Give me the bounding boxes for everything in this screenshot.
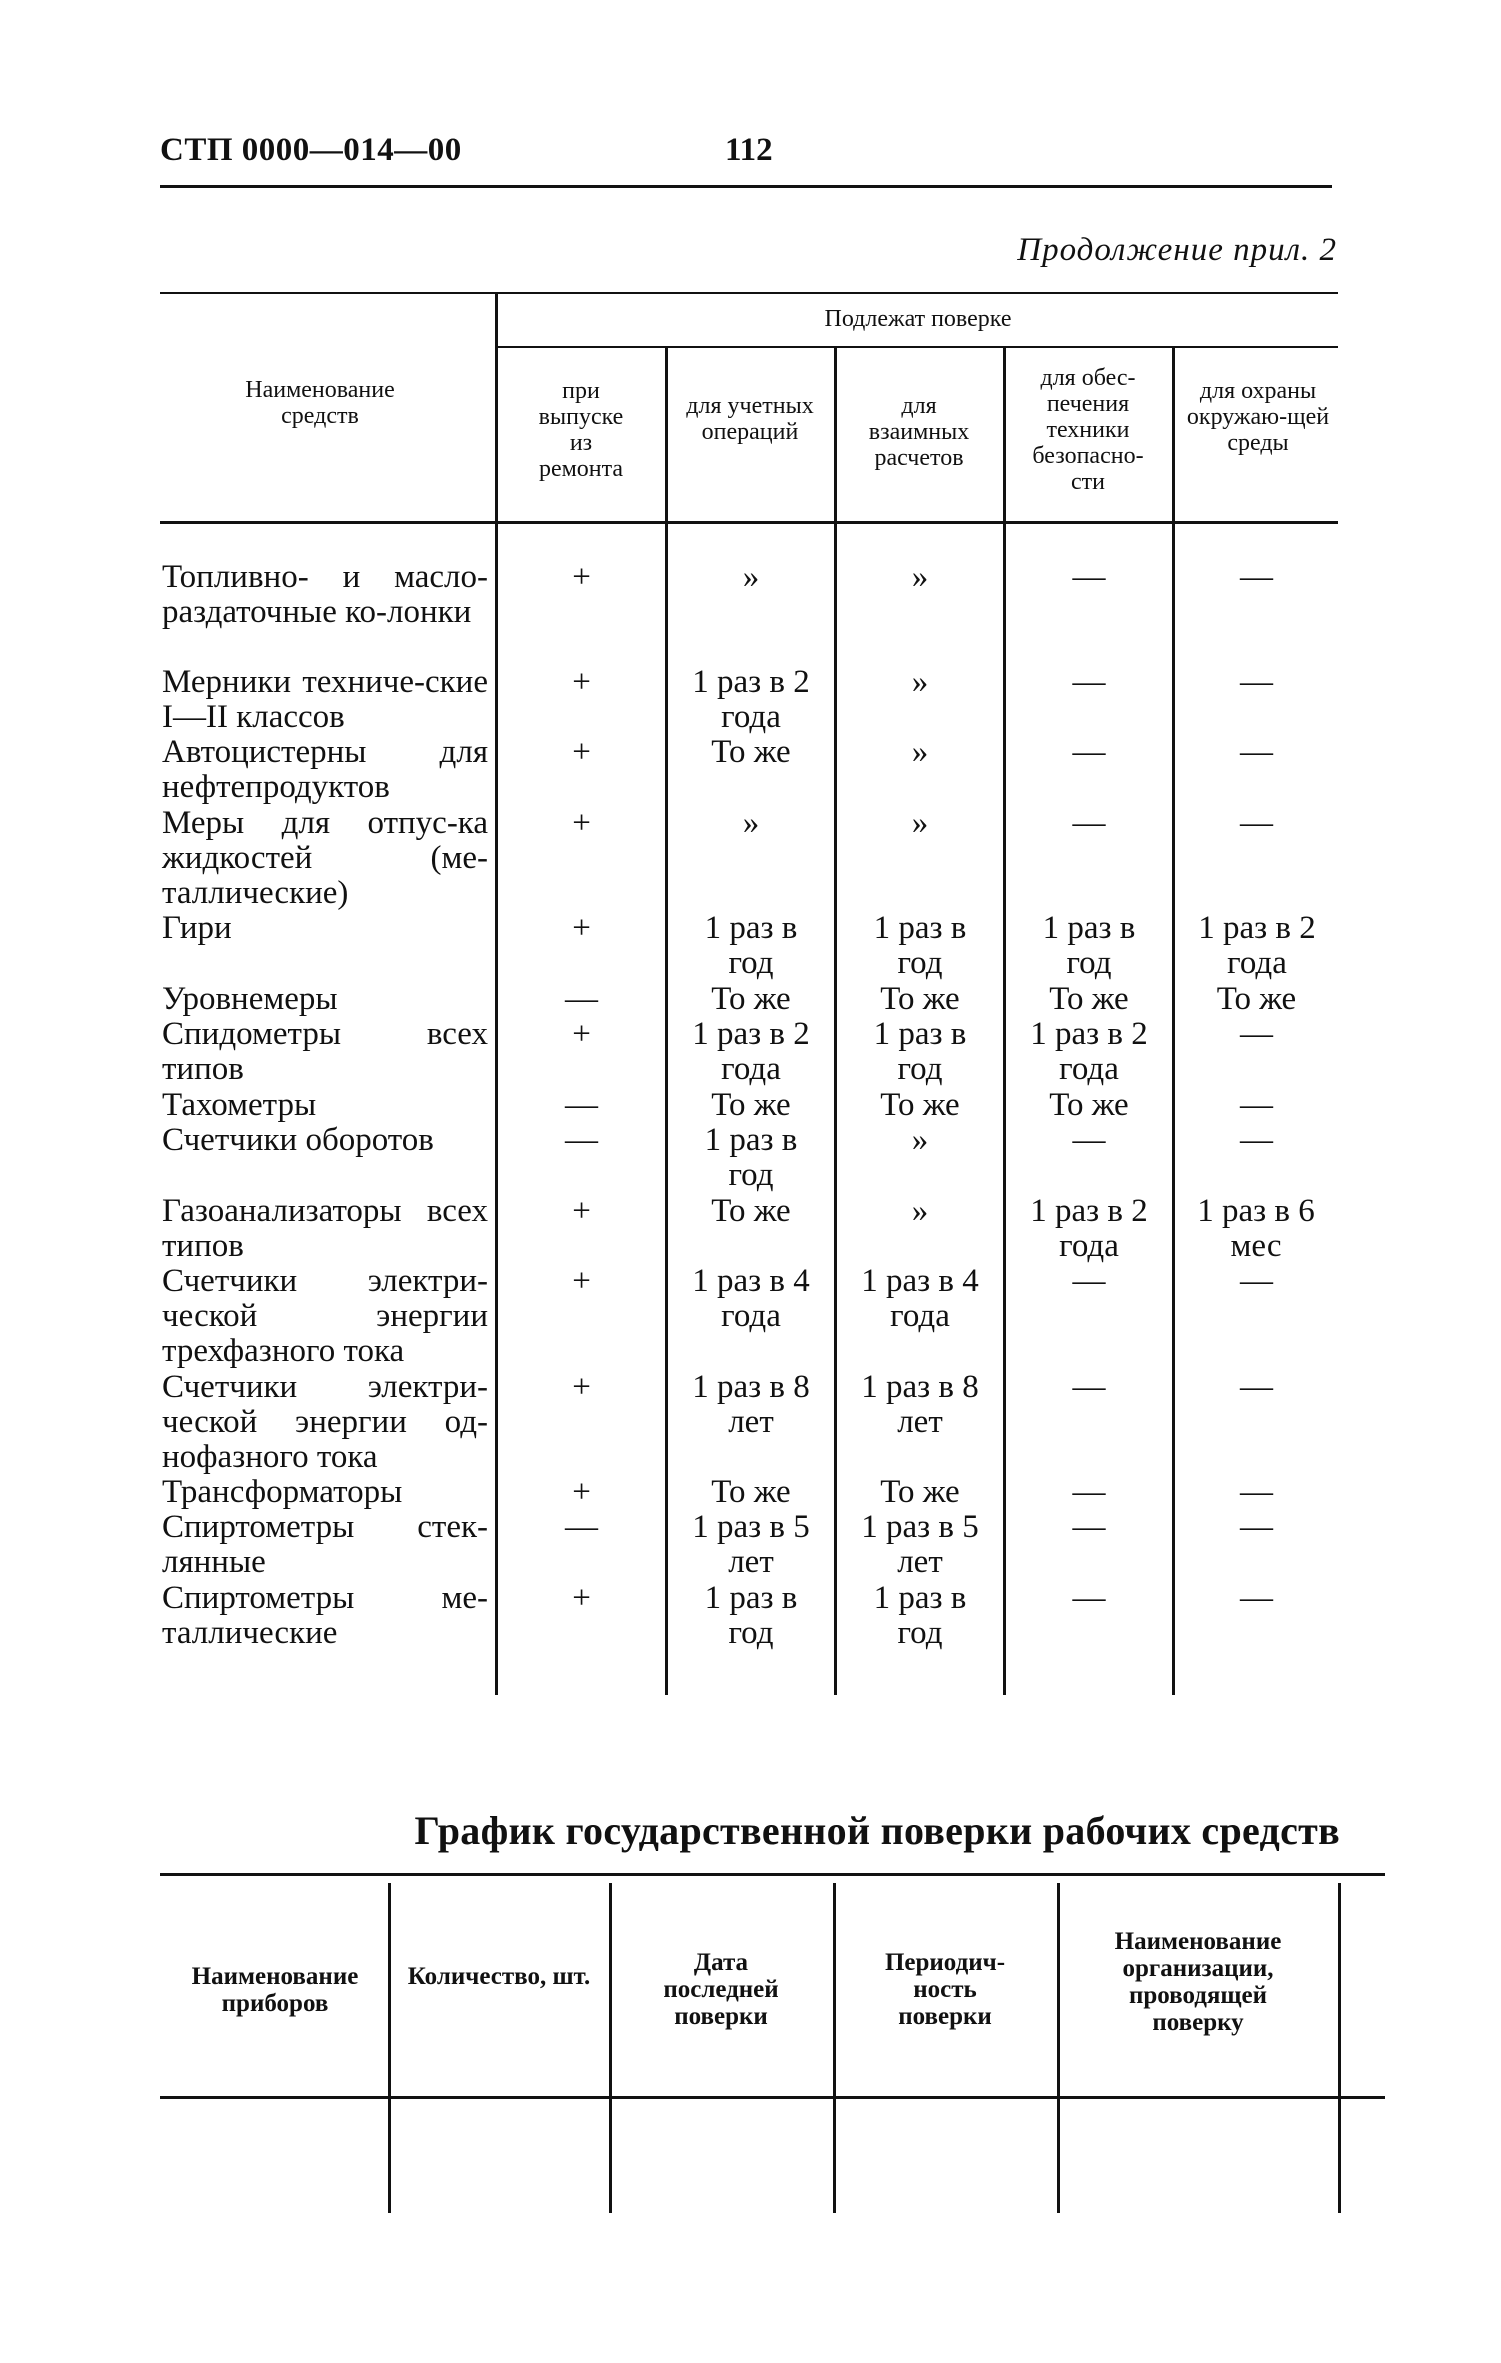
cell-repair: +: [572, 805, 591, 841]
cell-safety: —: [1072, 1474, 1106, 1510]
cell-accounting: 1 раз в 5 лет: [692, 1509, 810, 1580]
cell-environment: То же: [1216, 981, 1297, 1017]
cell-accounting: 1 раз в 4 года: [692, 1263, 810, 1334]
cell-safety: То же: [1049, 981, 1129, 1017]
cell-settlements: »: [911, 805, 929, 841]
cell-safety: —: [1072, 1369, 1106, 1405]
cell-repair: +: [572, 1580, 591, 1616]
row-name: Тахометры: [162, 1087, 317, 1123]
name-column-header: Наименование средств: [245, 377, 395, 429]
header-bottom-rule: [160, 2096, 1385, 2099]
cell-accounting: То же: [711, 734, 791, 770]
cell-environment: —: [1240, 1580, 1273, 1616]
header-rule: [160, 185, 1332, 188]
column-divider: [1057, 1883, 1060, 2213]
row-name: Спидометры всех типов: [162, 1016, 488, 1087]
cell-settlements: »: [911, 559, 929, 595]
cell-settlements: То же: [880, 1474, 960, 1510]
column-header-device-name: Наименование приборов: [191, 1963, 359, 2017]
cell-accounting: 1 раз в год: [704, 1122, 798, 1193]
cell-environment: 1 раз в 2 года: [1198, 910, 1316, 981]
row-name: Топливно- и масло-раздаточные ко-лонки: [162, 559, 488, 630]
row-name: Счетчики электри-ческой энергии од-нофазного тока: [162, 1369, 488, 1475]
cell-environment: —: [1240, 559, 1273, 595]
cell-safety: То же: [1049, 1087, 1129, 1123]
header-bottom-rule: [160, 521, 1338, 524]
cell-environment: —: [1240, 1474, 1273, 1510]
cell-accounting: »: [742, 559, 760, 595]
column-header-periodicity: Периодич-ность поверки: [884, 1949, 1006, 2030]
row-name: Меры для отпус-ка жидкостей (ме-таллические): [162, 805, 488, 911]
row-name: Спиртометры стек-лянные: [162, 1509, 488, 1580]
column-header-safety: для обес-печения техники безопасно-сти: [1032, 365, 1144, 495]
row-name: Уровнемеры: [162, 981, 338, 1017]
cell-accounting: То же: [711, 1193, 791, 1229]
cell-environment: —: [1240, 1509, 1273, 1545]
cell-settlements: 1 раз в год: [873, 1016, 967, 1087]
cell-accounting: 1 раз в 8 лет: [692, 1369, 810, 1440]
column-divider: [833, 1883, 836, 2213]
column-header-accounting: для учетных операций: [686, 393, 814, 445]
cell-accounting: »: [742, 805, 760, 841]
cell-environment: —: [1240, 734, 1273, 770]
cell-settlements: То же: [880, 981, 960, 1017]
row-name: Спиртометры ме-таллические: [162, 1580, 488, 1651]
cell-environment: 1 раз в 6 мес: [1197, 1193, 1315, 1264]
cell-settlements: 1 раз в год: [873, 1580, 967, 1651]
cell-settlements: 1 раз в 5 лет: [861, 1509, 979, 1580]
row-name: Гири: [162, 910, 232, 946]
column-header-repair: при выпуске из ремонта: [538, 378, 624, 482]
cell-safety: —: [1072, 734, 1106, 770]
cell-settlements: »: [911, 1193, 929, 1229]
cell-settlements: »: [911, 664, 929, 700]
column-divider: [388, 1883, 391, 2213]
column-header-organization: Наименование организации, проводящей поверку: [1114, 1928, 1282, 2036]
cell-settlements: 1 раз в 8 лет: [861, 1369, 979, 1440]
cell-environment: —: [1240, 1263, 1273, 1299]
cell-settlements: 1 раз в 4 года: [861, 1263, 979, 1334]
cell-safety: 1 раз в 2 года: [1030, 1016, 1148, 1087]
cell-safety: —: [1072, 805, 1106, 841]
row-name: Газоанализаторы всех типов: [162, 1193, 488, 1264]
cell-safety: —: [1072, 1263, 1106, 1299]
row-name: Мерники техниче-ские I—II классов: [162, 664, 488, 735]
cell-safety: —: [1072, 1509, 1106, 1545]
cell-accounting: 1 раз в год: [704, 1580, 798, 1651]
cell-environment: —: [1240, 1369, 1273, 1405]
cell-accounting: 1 раз в год: [704, 910, 798, 981]
verification-table: [160, 292, 1338, 1695]
cell-repair: +: [572, 1474, 591, 1510]
column-divider: [1338, 1883, 1341, 2213]
cell-accounting: То же: [711, 1087, 791, 1123]
cell-safety: —: [1072, 1122, 1106, 1158]
page-number: 112: [725, 132, 773, 168]
cell-repair: —: [565, 1122, 598, 1158]
row-name: Автоцистерны для нефтепродуктов: [162, 734, 488, 805]
cell-repair: —: [565, 981, 598, 1017]
column-divider: [609, 1883, 612, 2213]
section-title: График государственной поверки рабочих средств: [414, 1808, 1340, 1853]
cell-repair: +: [572, 1016, 591, 1052]
column-header-environment: для охраны окружаю-щей среды: [1186, 378, 1330, 456]
cell-safety: —: [1072, 559, 1106, 595]
cell-settlements: »: [911, 734, 929, 770]
cell-accounting: 1 раз в 2 года: [692, 1016, 810, 1087]
cell-accounting: То же: [711, 981, 791, 1017]
cell-settlements: То же: [880, 1087, 960, 1123]
cell-repair: +: [572, 559, 591, 595]
cell-settlements: »: [911, 1122, 929, 1158]
table-top-rule: [160, 292, 1338, 294]
cell-safety: —: [1072, 1580, 1106, 1616]
cell-repair: +: [572, 910, 591, 946]
schedule-table: [160, 1873, 1385, 2213]
cell-environment: —: [1240, 1087, 1273, 1123]
cell-repair: —: [565, 1087, 598, 1123]
column-header-quantity: Количество, шт.: [407, 1963, 591, 1990]
document-code: СТП 0000—014—00: [160, 132, 462, 168]
continuation-label: Продолжение прил. 2: [1017, 232, 1337, 268]
cell-environment: —: [1240, 1122, 1273, 1158]
column-header-last-date: Дата последней поверки: [663, 1949, 779, 2030]
cell-repair: +: [572, 734, 591, 770]
cell-repair: +: [572, 664, 591, 700]
cell-repair: +: [572, 1193, 591, 1229]
group-header-rule: [498, 346, 1338, 348]
cell-environment: —: [1240, 664, 1273, 700]
row-name: Трансформаторы: [162, 1474, 403, 1510]
cell-accounting: То же: [711, 1474, 791, 1510]
cell-repair: +: [572, 1369, 591, 1405]
cell-environment: —: [1240, 1016, 1273, 1052]
cell-settlements: 1 раз в год: [873, 910, 967, 981]
column-header-settlements: для взаимных расчетов: [868, 393, 970, 471]
cell-repair: —: [565, 1509, 598, 1545]
cell-safety: 1 раз в 2 года: [1030, 1193, 1148, 1264]
cell-accounting: 1 раз в 2 года: [692, 664, 810, 735]
row-name: Счетчики оборотов: [162, 1122, 434, 1158]
cell-repair: +: [572, 1263, 591, 1299]
cell-safety: —: [1072, 664, 1106, 700]
table-top-rule: [160, 1873, 1385, 1876]
row-name: Счетчики электри-ческой энергии трехфазного тока: [162, 1263, 488, 1369]
cell-environment: —: [1240, 805, 1273, 841]
cell-safety: 1 раз в год: [1042, 910, 1136, 981]
group-header: Подлежат поверке: [824, 306, 1012, 332]
